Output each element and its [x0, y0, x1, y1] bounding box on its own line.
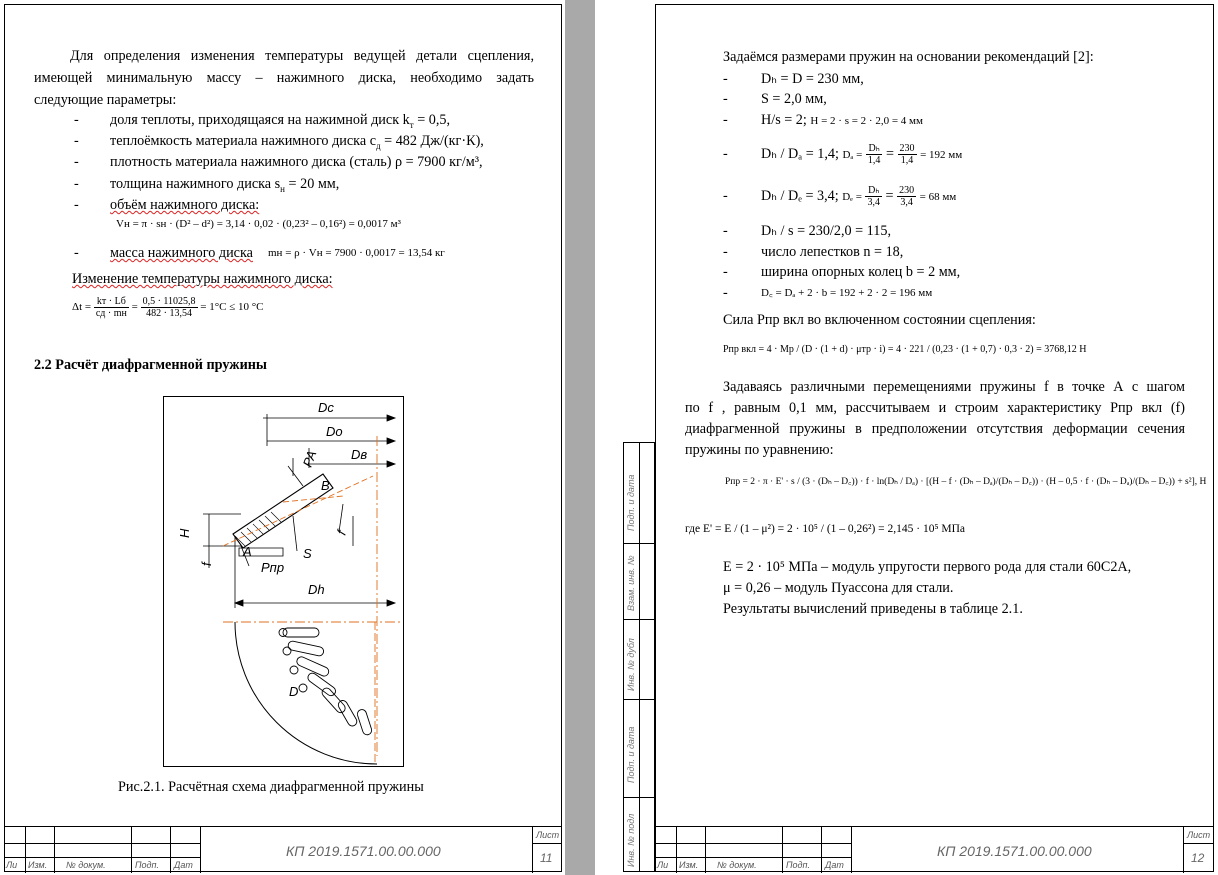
side-label: Инв. № подл: [626, 813, 636, 867]
list-item: Dₕ = D = 230 мм,: [761, 71, 864, 87]
label-h: H: [177, 528, 192, 538]
list-item: ширина опорных колец b = 2 мм,: [761, 264, 961, 280]
bullet-dash: -: [723, 146, 728, 162]
figure-caption: Рис.2.1. Расчётная схема диафрагменной пружины: [118, 779, 424, 795]
bullet-dash: -: [74, 197, 79, 213]
paragraph-line: диафрагменной пружины в предположении отсутствия деформации сечения: [685, 421, 1185, 437]
title-block: [655, 826, 1214, 873]
label-s: S: [303, 546, 312, 561]
bullet-dash: -: [74, 245, 79, 261]
paragraph-line: Задаваясь различными перемещениями пружины f в точке А с шагом: [723, 379, 1185, 395]
bullet-dash: -: [723, 285, 728, 301]
label-do: Dо: [326, 424, 343, 439]
paragraph-line: пружины по уравнению:: [685, 442, 834, 458]
side-label: Подп. и дата: [626, 474, 636, 531]
mu-definition: μ = 0,26 – модуль Пуассона для стали.: [723, 580, 954, 596]
label-f-lower: f: [199, 562, 214, 566]
e-definition: E = 2 · 10⁵ МПа – модуль упругости первого рода для стали 60С2А,: [723, 559, 1132, 575]
title-block: [4, 826, 562, 873]
side-label: Подп. и дата: [626, 726, 636, 783]
page-number: 12: [1191, 851, 1205, 865]
bullet-dash: -: [74, 176, 79, 192]
document-page-12: [595, 0, 1218, 875]
bullet-dash: -: [74, 154, 79, 170]
intro-line: имеющей минимальную массу – нажимного диска, необходимо задать: [34, 70, 534, 86]
temperature-heading: Изменение температуры нажимного диска:: [72, 271, 333, 287]
side-label: Инв. № дубл: [626, 638, 636, 691]
force-formula: Pпр вкл = 4 · Mр / (D · (1 + d) · μтр · i) = 4 · 221 / (0,23 · (1 + 0,7) · 0,3 · 2) = 3768,12 Н: [723, 344, 1087, 355]
diaphragm-spring-figure: [163, 396, 405, 768]
label-b: B: [321, 478, 330, 493]
bullet-dash: -: [723, 223, 728, 239]
bullet-dash: -: [723, 91, 728, 107]
bullet-dash: -: [723, 244, 728, 260]
bullet-item: плотность материала нажимного диска (сталь) ρ = 7900 кг/м³,: [110, 154, 483, 170]
label-dv: Dв: [351, 447, 368, 462]
stamp-col-label: Дат: [825, 860, 844, 870]
where-formula: где E' = E / (1 – μ²) = 2 · 10⁵ / (1 – 0,26²) = 2,145 · 10⁵ МПа: [685, 523, 966, 535]
list-item: Dₕ / s = 230/2,0 = 115,: [761, 223, 891, 239]
stamp-col-label: Изм.: [679, 860, 699, 870]
main-formula: Pпр = 2 · π · E' · s / (3 · (Dₕ – D꜀)) · f · ln(Dₕ / Dₐ) · [(H – f · (Dₕ – Dₐ)/(Dₕ – D꜀)) · (H – 0,5 · f · (Dₕ – Dₐ)/(Dₕ – D꜀)) + s²], Н: [725, 477, 1207, 487]
stamp-col-label: № докум.: [717, 860, 757, 870]
intro-line: Для определения изменения температуры ведущей детали сцепления,: [70, 48, 534, 64]
label-d: D: [289, 684, 299, 699]
section-heading: 2.2 Расчёт диафрагменной пружины: [34, 357, 267, 373]
label-a: A: [243, 544, 252, 559]
stamp-col-label: Подп.: [135, 860, 159, 870]
force-heading: Сила Pпр вкл во включенном состоянии сцепления:: [723, 312, 1036, 328]
bullet-dash: -: [74, 133, 79, 149]
bullet-item: доля теплоты, приходящаяся на нажимной диск $k_т = 0,5$,: [110, 112, 451, 130]
intro-line: Задаёмся размерами пружин на основании рекомендаций [2]:: [723, 49, 1094, 65]
bullet-item: толщина нажимного диска $s_н = 20$ мм,: [110, 176, 340, 194]
list-item: Dₕ / Dₐ = 1,4; Dₐ = $\frac{\text{Dₕ}}{1,4}$ = $\frac{230}{1,4}$ = 192 мм: [761, 143, 963, 167]
sheet-label: Лист: [536, 830, 560, 840]
bullet-dash: -: [74, 112, 79, 128]
label-f-upper: f: [333, 528, 350, 538]
mass-formula: mн = ρ · Vн = 7900 · 0,0017 = 13,54 кг: [268, 247, 445, 259]
intro-line: следующие параметры:: [34, 92, 177, 108]
bullet-dash: -: [723, 264, 728, 280]
stamp-col-label: Подп.: [786, 860, 810, 870]
volume-formula: Vн = π · sн · (D² – d²) = 3,14 · 0,02 · (0,23² – 0,16²) = 0,0017 м³: [116, 218, 401, 230]
label-dh: Dh: [308, 582, 325, 597]
list-item: число лепестков n = 18,: [761, 244, 904, 260]
bullet-dash: -: [723, 71, 728, 87]
document-code: КП 2019.1571.00.00.000: [286, 843, 441, 859]
list-item: Dₕ / Dₑ = 3,4; Dₑ = $\frac{\text{Dₕ}}{3,4}$ = $\frac{230}{3,4}$ = 68 мм: [761, 185, 957, 209]
stamp-col-label: Ли: [657, 860, 669, 870]
stamp-col-label: Ли: [6, 860, 18, 870]
list-item: H/s = 2; H = 2 · s = 2 · 2,0 = 4 мм: [761, 112, 923, 128]
bullet-item: объём нажимного диска:: [110, 197, 260, 213]
stamp-col-label: № докум.: [66, 860, 106, 870]
bullet-item: теплоёмкость материала нажимного диска $с_д = 482$ Дж/(кг·К),: [110, 133, 484, 151]
results-line: Результаты вычислений приведены в таблице 2.1.: [723, 601, 1023, 617]
stamp-col-label: Изм.: [28, 860, 48, 870]
page-number: 11: [540, 851, 553, 865]
list-item: S = 2,0 мм,: [761, 91, 827, 107]
label-dc: Dc: [318, 400, 334, 415]
sheet-label: Лист: [1187, 830, 1211, 840]
paragraph-line: по f , равным 0,1 мм, рассчитываем и строим характеристику Pпр вкл (f): [685, 400, 1185, 416]
side-label: Взам. инв. №: [626, 555, 636, 611]
document-page-11: [0, 0, 565, 875]
bullet-item: масса нажимного диска: [110, 245, 253, 261]
stamp-col-label: Дат: [174, 860, 193, 870]
label-pa: PA: [299, 448, 320, 470]
label-ppr: Pпр: [261, 560, 285, 575]
bullet-dash: -: [723, 188, 728, 204]
binding-strip: [623, 442, 655, 872]
temperature-formula: Δt = $\frac{kт \cdot Lб}{cд \cdot mн}$ = $\frac{0,5 \cdot 11025,8}{482 \cdot 13,54}$ = 1°С ≤ 10 °С: [72, 295, 264, 319]
list-item: D꜀ = Dₐ + 2 · b = 192 + 2 · 2 = 196 мм: [761, 287, 933, 299]
figure-border: [164, 397, 404, 767]
bullet-dash: -: [723, 112, 728, 128]
document-code: КП 2019.1571.00.00.000: [937, 843, 1092, 859]
